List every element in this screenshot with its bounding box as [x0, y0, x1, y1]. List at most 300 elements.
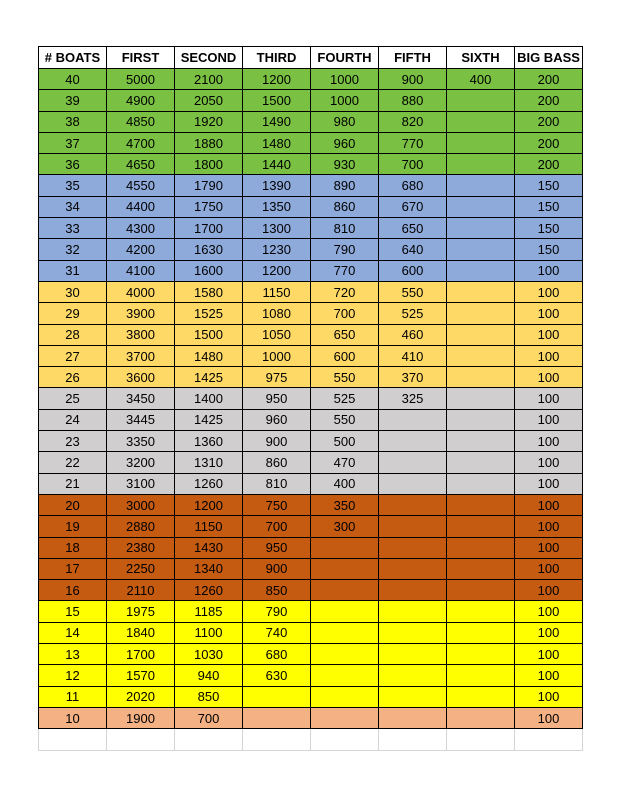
- cell-third: 740: [243, 622, 311, 643]
- cell-third: 1440: [243, 154, 311, 175]
- cell-fifth: 460: [379, 324, 447, 345]
- cell-sixth: [447, 644, 515, 665]
- cell-fourth: 810: [311, 218, 379, 239]
- cell-boats: 40: [39, 69, 107, 90]
- cell-sixth: [447, 132, 515, 153]
- cell-first: 3600: [107, 367, 175, 388]
- cell-third: [243, 686, 311, 707]
- cell-second: 1430: [175, 537, 243, 558]
- cell-fifth: [379, 707, 447, 728]
- cell-second: 700: [175, 707, 243, 728]
- cell-first: 5000: [107, 69, 175, 90]
- cell-third: 960: [243, 409, 311, 430]
- table-row: [39, 303, 583, 324]
- cell-third: 1050: [243, 324, 311, 345]
- cell-first: 2110: [107, 580, 175, 601]
- cell-third: 1350: [243, 196, 311, 217]
- cell-second: 1425: [175, 367, 243, 388]
- cell-first: 4900: [107, 90, 175, 111]
- table-row: [39, 665, 583, 686]
- cell-boats: 29: [39, 303, 107, 324]
- cell-big-bass: 100: [515, 409, 583, 430]
- cell-third: 680: [243, 644, 311, 665]
- cell-boats: 28: [39, 324, 107, 345]
- cell-big-bass: 200: [515, 154, 583, 175]
- cell-sixth: [447, 388, 515, 409]
- cell-fourth: [311, 601, 379, 622]
- cell-fourth: 930: [311, 154, 379, 175]
- empty-cell: [311, 729, 379, 751]
- cell-boats: 15: [39, 601, 107, 622]
- cell-second: 1600: [175, 260, 243, 281]
- cell-third: 975: [243, 367, 311, 388]
- cell-fourth: 860: [311, 196, 379, 217]
- cell-big-bass: 100: [515, 303, 583, 324]
- cell-first: 4200: [107, 239, 175, 260]
- table-row: [39, 260, 583, 281]
- cell-big-bass: 100: [515, 558, 583, 579]
- empty-cell: [39, 729, 107, 751]
- cell-fourth: [311, 707, 379, 728]
- cell-third: 1150: [243, 281, 311, 302]
- cell-sixth: [447, 175, 515, 196]
- table-row: [39, 345, 583, 366]
- cell-second: 1260: [175, 580, 243, 601]
- cell-first: 3800: [107, 324, 175, 345]
- cell-second: 1750: [175, 196, 243, 217]
- cell-big-bass: 100: [515, 707, 583, 728]
- cell-fourth: 550: [311, 367, 379, 388]
- cell-first: 1900: [107, 707, 175, 728]
- cell-sixth: [447, 452, 515, 473]
- cell-first: 3900: [107, 303, 175, 324]
- cell-fifth: [379, 537, 447, 558]
- table-row: [39, 154, 583, 175]
- cell-fifth: 550: [379, 281, 447, 302]
- cell-big-bass: 100: [515, 665, 583, 686]
- payout-table: [38, 46, 583, 751]
- table-row: [39, 281, 583, 302]
- cell-fourth: 400: [311, 473, 379, 494]
- cell-third: 1200: [243, 69, 311, 90]
- cell-first: 2880: [107, 516, 175, 537]
- table-row: [39, 90, 583, 111]
- header-third: THIRD: [243, 47, 311, 69]
- cell-first: 3450: [107, 388, 175, 409]
- empty-row: [39, 729, 583, 751]
- cell-fifth: [379, 686, 447, 707]
- cell-boats: 23: [39, 431, 107, 452]
- table-row: [39, 580, 583, 601]
- cell-fourth: 300: [311, 516, 379, 537]
- cell-third: 1480: [243, 132, 311, 153]
- cell-sixth: [447, 111, 515, 132]
- cell-big-bass: 200: [515, 69, 583, 90]
- cell-big-bass: 100: [515, 537, 583, 558]
- cell-fifth: [379, 622, 447, 643]
- cell-third: 1200: [243, 260, 311, 281]
- header-fifth: FIFTH: [379, 47, 447, 69]
- empty-cell: [379, 729, 447, 751]
- cell-fourth: 770: [311, 260, 379, 281]
- empty-cell: [447, 729, 515, 751]
- cell-fifth: [379, 473, 447, 494]
- cell-first: 2380: [107, 537, 175, 558]
- cell-fourth: 350: [311, 494, 379, 515]
- cell-big-bass: 100: [515, 260, 583, 281]
- cell-boats: 17: [39, 558, 107, 579]
- table-row: [39, 686, 583, 707]
- cell-fifth: [379, 409, 447, 430]
- cell-first: 4650: [107, 154, 175, 175]
- table-row: [39, 707, 583, 728]
- cell-big-bass: 100: [515, 644, 583, 665]
- cell-third: 1500: [243, 90, 311, 111]
- cell-second: 1700: [175, 218, 243, 239]
- cell-sixth: [447, 686, 515, 707]
- cell-first: 2250: [107, 558, 175, 579]
- cell-third: 810: [243, 473, 311, 494]
- header-fourth: FOURTH: [311, 47, 379, 69]
- cell-fourth: [311, 580, 379, 601]
- header-second: SECOND: [175, 47, 243, 69]
- cell-third: 1490: [243, 111, 311, 132]
- cell-third: 750: [243, 494, 311, 515]
- cell-first: 1840: [107, 622, 175, 643]
- cell-big-bass: 200: [515, 132, 583, 153]
- header-sixth: SIXTH: [447, 47, 515, 69]
- cell-second: 1185: [175, 601, 243, 622]
- table-row: [39, 132, 583, 153]
- cell-fourth: [311, 665, 379, 686]
- table-row: [39, 601, 583, 622]
- cell-sixth: [447, 601, 515, 622]
- cell-fifth: 680: [379, 175, 447, 196]
- cell-third: 1390: [243, 175, 311, 196]
- cell-sixth: [447, 154, 515, 175]
- table-body: [39, 69, 583, 751]
- cell-fifth: 700: [379, 154, 447, 175]
- table-row: [39, 431, 583, 452]
- cell-first: 4000: [107, 281, 175, 302]
- cell-fourth: 1000: [311, 90, 379, 111]
- cell-boats: 16: [39, 580, 107, 601]
- table-row: [39, 494, 583, 515]
- cell-sixth: [447, 260, 515, 281]
- cell-second: 1425: [175, 409, 243, 430]
- cell-first: 4100: [107, 260, 175, 281]
- cell-third: 850: [243, 580, 311, 601]
- cell-second: 1360: [175, 431, 243, 452]
- table-row: [39, 175, 583, 196]
- cell-second: 1580: [175, 281, 243, 302]
- cell-fourth: 550: [311, 409, 379, 430]
- cell-fifth: 325: [379, 388, 447, 409]
- cell-boats: 10: [39, 707, 107, 728]
- header-boats: # BOATS: [39, 47, 107, 69]
- cell-fifth: 880: [379, 90, 447, 111]
- cell-sixth: [447, 473, 515, 494]
- cell-fifth: [379, 452, 447, 473]
- cell-fifth: 525: [379, 303, 447, 324]
- cell-third: 950: [243, 537, 311, 558]
- cell-first: 4700: [107, 132, 175, 153]
- cell-fifth: 650: [379, 218, 447, 239]
- cell-boats: 26: [39, 367, 107, 388]
- cell-sixth: [447, 537, 515, 558]
- cell-boats: 13: [39, 644, 107, 665]
- cell-boats: 18: [39, 537, 107, 558]
- cell-sixth: [447, 431, 515, 452]
- cell-second: 1310: [175, 452, 243, 473]
- empty-cell: [515, 729, 583, 751]
- cell-fourth: 650: [311, 324, 379, 345]
- cell-second: 1800: [175, 154, 243, 175]
- table-row: [39, 473, 583, 494]
- cell-first: 1570: [107, 665, 175, 686]
- cell-big-bass: 100: [515, 601, 583, 622]
- cell-boats: 19: [39, 516, 107, 537]
- cell-first: 4400: [107, 196, 175, 217]
- table-row: [39, 388, 583, 409]
- cell-big-bass: 100: [515, 367, 583, 388]
- cell-second: 1920: [175, 111, 243, 132]
- table-row: [39, 452, 583, 473]
- cell-big-bass: 100: [515, 281, 583, 302]
- cell-big-bass: 100: [515, 473, 583, 494]
- cell-fourth: 700: [311, 303, 379, 324]
- cell-fourth: 500: [311, 431, 379, 452]
- cell-big-bass: 150: [515, 239, 583, 260]
- cell-third: 790: [243, 601, 311, 622]
- cell-big-bass: 200: [515, 90, 583, 111]
- cell-boats: 37: [39, 132, 107, 153]
- header-first: FIRST: [107, 47, 175, 69]
- cell-third: 1230: [243, 239, 311, 260]
- cell-fourth: 1000: [311, 69, 379, 90]
- cell-fourth: 960: [311, 132, 379, 153]
- cell-big-bass: 100: [515, 431, 583, 452]
- cell-second: 1150: [175, 516, 243, 537]
- cell-fourth: 525: [311, 388, 379, 409]
- cell-second: 1525: [175, 303, 243, 324]
- cell-fifth: 900: [379, 69, 447, 90]
- cell-boats: 30: [39, 281, 107, 302]
- cell-boats: 32: [39, 239, 107, 260]
- cell-big-bass: 100: [515, 324, 583, 345]
- cell-fourth: [311, 537, 379, 558]
- cell-fourth: 470: [311, 452, 379, 473]
- cell-boats: 11: [39, 686, 107, 707]
- cell-first: 3350: [107, 431, 175, 452]
- cell-third: 860: [243, 452, 311, 473]
- cell-fifth: [379, 431, 447, 452]
- cell-big-bass: 150: [515, 196, 583, 217]
- table-row: [39, 622, 583, 643]
- cell-boats: 24: [39, 409, 107, 430]
- cell-big-bass: 100: [515, 494, 583, 515]
- cell-second: 1480: [175, 345, 243, 366]
- empty-cell: [243, 729, 311, 751]
- table-row: [39, 558, 583, 579]
- cell-sixth: [447, 345, 515, 366]
- cell-sixth: [447, 494, 515, 515]
- cell-sixth: [447, 239, 515, 260]
- cell-boats: 20: [39, 494, 107, 515]
- cell-second: 1100: [175, 622, 243, 643]
- cell-boats: 36: [39, 154, 107, 175]
- cell-fourth: 720: [311, 281, 379, 302]
- cell-boats: 22: [39, 452, 107, 473]
- cell-third: 1080: [243, 303, 311, 324]
- cell-second: 1260: [175, 473, 243, 494]
- table-row: [39, 537, 583, 558]
- table-row: [39, 644, 583, 665]
- cell-first: 2020: [107, 686, 175, 707]
- cell-fourth: [311, 686, 379, 707]
- cell-third: 1300: [243, 218, 311, 239]
- cell-third: 950: [243, 388, 311, 409]
- cell-sixth: [447, 516, 515, 537]
- cell-first: 3700: [107, 345, 175, 366]
- cell-fourth: 890: [311, 175, 379, 196]
- cell-boats: 12: [39, 665, 107, 686]
- cell-second: 1880: [175, 132, 243, 153]
- cell-fifth: [379, 580, 447, 601]
- cell-fourth: 980: [311, 111, 379, 132]
- cell-second: 940: [175, 665, 243, 686]
- cell-big-bass: 100: [515, 345, 583, 366]
- cell-big-bass: 150: [515, 218, 583, 239]
- cell-fourth: [311, 558, 379, 579]
- cell-boats: 35: [39, 175, 107, 196]
- cell-fifth: 820: [379, 111, 447, 132]
- header-row: [39, 47, 583, 69]
- cell-boats: 34: [39, 196, 107, 217]
- cell-second: 1500: [175, 324, 243, 345]
- cell-fifth: [379, 558, 447, 579]
- cell-sixth: [447, 367, 515, 388]
- cell-second: 1030: [175, 644, 243, 665]
- cell-fifth: 370: [379, 367, 447, 388]
- cell-big-bass: 200: [515, 111, 583, 132]
- cell-big-bass: 100: [515, 622, 583, 643]
- cell-sixth: [447, 324, 515, 345]
- table-row: [39, 516, 583, 537]
- cell-fourth: 600: [311, 345, 379, 366]
- cell-boats: 14: [39, 622, 107, 643]
- cell-big-bass: 100: [515, 580, 583, 601]
- cell-first: 4850: [107, 111, 175, 132]
- cell-big-bass: 100: [515, 452, 583, 473]
- cell-boats: 39: [39, 90, 107, 111]
- cell-second: 2100: [175, 69, 243, 90]
- empty-cell: [107, 729, 175, 751]
- table-row: [39, 69, 583, 90]
- cell-boats: 21: [39, 473, 107, 494]
- cell-second: 1630: [175, 239, 243, 260]
- cell-fifth: [379, 516, 447, 537]
- cell-sixth: [447, 707, 515, 728]
- cell-third: 900: [243, 558, 311, 579]
- cell-sixth: [447, 409, 515, 430]
- cell-second: 1790: [175, 175, 243, 196]
- cell-boats: 27: [39, 345, 107, 366]
- cell-sixth: [447, 218, 515, 239]
- cell-boats: 38: [39, 111, 107, 132]
- cell-first: 1700: [107, 644, 175, 665]
- header-big-bass: BIG BASS: [515, 47, 583, 69]
- table-row: [39, 367, 583, 388]
- cell-fourth: 790: [311, 239, 379, 260]
- cell-second: 1400: [175, 388, 243, 409]
- empty-cell: [175, 729, 243, 751]
- cell-sixth: [447, 303, 515, 324]
- cell-third: 1000: [243, 345, 311, 366]
- cell-boats: 31: [39, 260, 107, 281]
- cell-first: 3200: [107, 452, 175, 473]
- cell-fourth: [311, 644, 379, 665]
- cell-sixth: 400: [447, 69, 515, 90]
- cell-third: [243, 707, 311, 728]
- cell-fifth: 410: [379, 345, 447, 366]
- cell-fifth: [379, 644, 447, 665]
- table-row: [39, 111, 583, 132]
- cell-fifth: 640: [379, 239, 447, 260]
- cell-second: 1200: [175, 494, 243, 515]
- cell-sixth: [447, 580, 515, 601]
- cell-fourth: [311, 622, 379, 643]
- cell-boats: 25: [39, 388, 107, 409]
- cell-third: 700: [243, 516, 311, 537]
- cell-first: 3100: [107, 473, 175, 494]
- cell-big-bass: 100: [515, 686, 583, 707]
- table-row: [39, 239, 583, 260]
- cell-fifth: [379, 494, 447, 515]
- cell-second: 850: [175, 686, 243, 707]
- table-row: [39, 409, 583, 430]
- cell-sixth: [447, 90, 515, 111]
- cell-big-bass: 150: [515, 175, 583, 196]
- cell-boats: 33: [39, 218, 107, 239]
- cell-third: 900: [243, 431, 311, 452]
- cell-fifth: 600: [379, 260, 447, 281]
- cell-first: 4550: [107, 175, 175, 196]
- cell-sixth: [447, 281, 515, 302]
- table-row: [39, 196, 583, 217]
- cell-second: 1340: [175, 558, 243, 579]
- table-header: [39, 47, 583, 69]
- table-row: [39, 218, 583, 239]
- cell-sixth: [447, 558, 515, 579]
- cell-big-bass: 100: [515, 516, 583, 537]
- cell-second: 2050: [175, 90, 243, 111]
- cell-first: 3000: [107, 494, 175, 515]
- cell-sixth: [447, 665, 515, 686]
- cell-fifth: [379, 665, 447, 686]
- table-row: [39, 324, 583, 345]
- cell-fifth: 670: [379, 196, 447, 217]
- cell-first: 4300: [107, 218, 175, 239]
- cell-third: 630: [243, 665, 311, 686]
- cell-fifth: [379, 601, 447, 622]
- cell-first: 1975: [107, 601, 175, 622]
- cell-first: 3445: [107, 409, 175, 430]
- cell-sixth: [447, 196, 515, 217]
- cell-big-bass: 100: [515, 388, 583, 409]
- cell-fifth: 770: [379, 132, 447, 153]
- cell-sixth: [447, 622, 515, 643]
